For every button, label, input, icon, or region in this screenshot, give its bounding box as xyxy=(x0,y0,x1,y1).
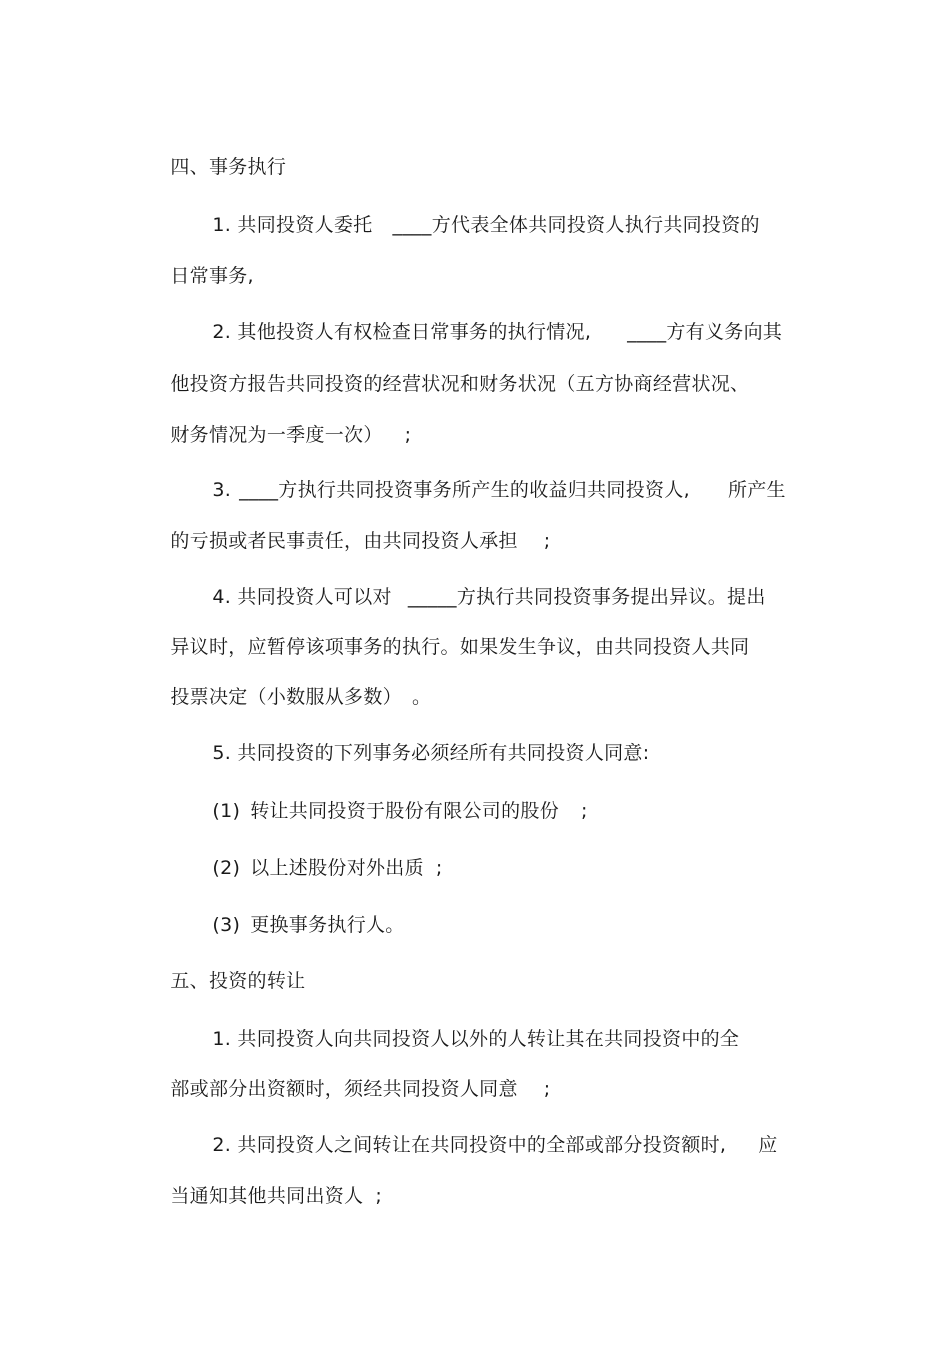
text-segment: 方执行共同投资事务提出异议。提出 xyxy=(456,586,766,608)
text-segment: 当通知其他共同出资人 xyxy=(170,1185,364,1207)
sub-item-number: (2) xyxy=(212,857,241,879)
text-segment: ; xyxy=(375,1185,383,1207)
text-segment: ; xyxy=(543,1078,551,1100)
sub-item-number: (1) xyxy=(212,800,241,822)
sub-item-number: (3) xyxy=(212,914,241,936)
fill-blank: ____ xyxy=(239,479,279,501)
text-segment: 方代表全体共同投资人执行共同投资的 xyxy=(431,214,760,236)
paragraph-4-1-line1 xyxy=(187,186,760,264)
heading-text: 四、事务执行 xyxy=(170,156,287,178)
text-segment: 2. 共同投资人之间转让在共同投资中的全部或部分投资额时, xyxy=(212,1134,727,1156)
text-segment: 他投资方报告共同投资的经营状况和财务状况（五方协商经营状况、 xyxy=(170,373,750,395)
text-segment: 以上述股份对外出质 xyxy=(250,857,424,879)
text-segment: 财务情况为一季度一次） xyxy=(170,424,383,446)
text-segment: 1. 共同投资人委托 xyxy=(212,214,373,236)
text-segment: 2. 其他投资人有权检查日常事务的执行情况, xyxy=(212,321,592,343)
text-segment: 。 xyxy=(411,686,432,708)
text-segment: 更换事务执行人。 xyxy=(250,914,405,936)
text-segment: 方执行共同投资事务所产生的收益归共同投资人, xyxy=(278,479,690,501)
heading-text: 五、投资的转让 xyxy=(170,970,306,992)
text-segment: 的亏损或者民事责任，由共同投资人承担 xyxy=(170,530,518,552)
text-segment: 所产生 xyxy=(727,479,786,501)
text-segment: 日常事务, xyxy=(170,265,254,287)
fill-blank: _____ xyxy=(407,586,457,608)
text-segment: 方有义务向其 xyxy=(666,321,783,343)
paragraph-5-2-line2 xyxy=(145,1157,382,1235)
text-segment: 部或部分出资额时，须经共同投资人同意 xyxy=(170,1078,518,1100)
text-segment: 5. 共同投资的下列事务必须经所有共同投资人同意: xyxy=(212,742,650,764)
text-segment: ; xyxy=(435,857,443,879)
text-segment: 异议时，应暂停该项事务的执行。如果发生争议，由共同投资人共同 xyxy=(170,636,750,658)
fill-blank: ____ xyxy=(627,321,667,343)
text-segment: ; xyxy=(581,800,588,822)
fill-blank: ____ xyxy=(392,214,432,236)
text-segment: 投票决定（小数服从多数） xyxy=(170,686,402,708)
text-segment: 应 xyxy=(758,1134,778,1156)
text-segment: 4. 共同投资人可以对 xyxy=(212,586,392,608)
text-segment: 1. 共同投资人向共同投资人以外的人转让其在共同投资中的全 xyxy=(212,1028,740,1050)
text-segment: ; xyxy=(543,530,551,552)
text-segment: 3. xyxy=(212,479,232,501)
text-segment: ; xyxy=(404,424,412,446)
text-segment: 转让共同投资于股份有限公司的股份 xyxy=(250,800,559,822)
